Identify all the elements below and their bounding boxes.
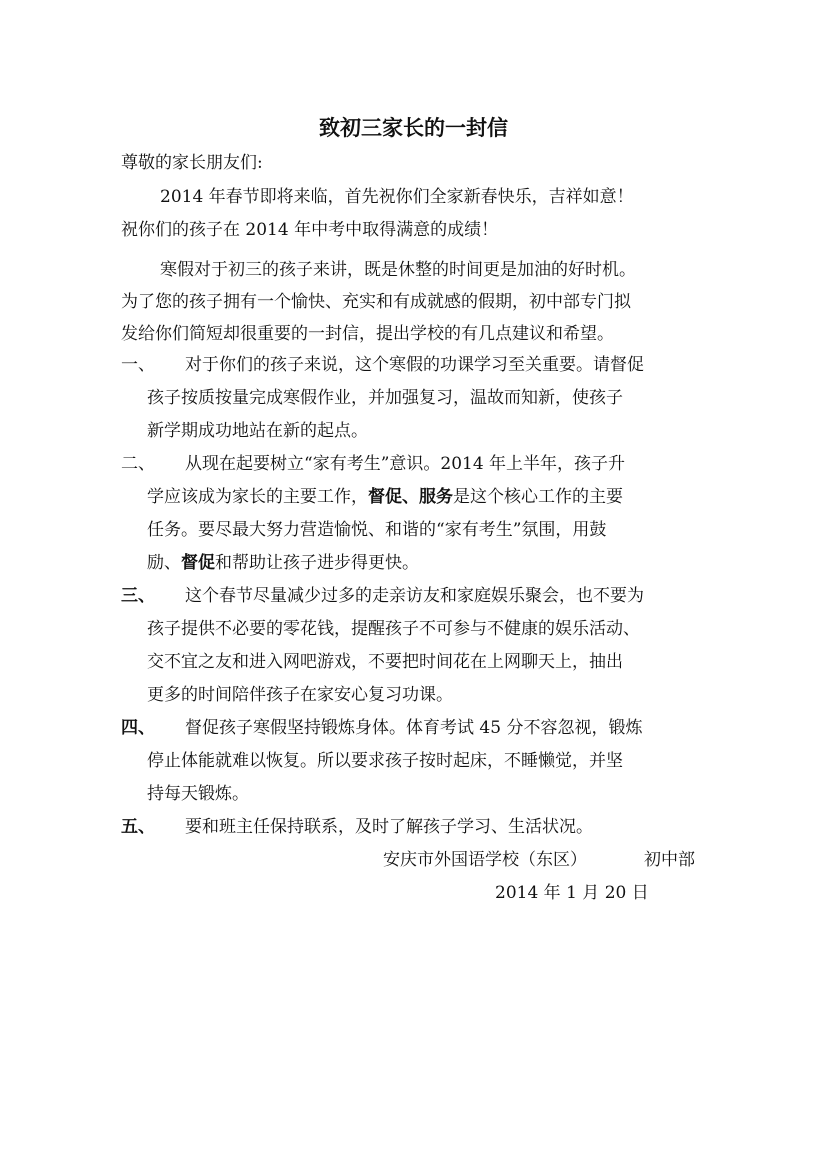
salutation: 尊敬的家长朋友们:	[121, 153, 263, 173]
signature-date: 2014 年 1 月 20 日	[495, 883, 649, 903]
item-marker: 四、	[121, 718, 155, 738]
item4-line1: 督促孩子寒假坚持锻炼身体。体育考试 45 分不容忽视，锻炼	[185, 718, 643, 738]
item2-line2-text: 是这个核心工作的主要	[453, 487, 623, 507]
item2-line2	[147, 489, 623, 506]
item2-line4-text: 励、	[147, 553, 181, 573]
item2-line1: 从现在起要树立“家有考生”意识。2014 年上半年，孩子升	[185, 454, 626, 474]
item-marker: 二、	[121, 454, 155, 474]
item3-line2: 孩子提供不必要的零花钱，提醒孩子不可参与不健康的娱乐活动、	[147, 619, 640, 639]
para2-line1: 寒假对于初三的孩子来讲，既是休整的时间更是加油的好时机。	[160, 260, 636, 280]
item2-line4	[147, 555, 419, 572]
item4-line2: 停止体能就难以恢复。所以要求孩子按时起床，不睡懒觉，并坚	[147, 751, 623, 771]
item1-line3: 新学期成功地站在新的起点。	[147, 421, 368, 441]
item4-line3: 持每天锻炼。	[147, 784, 249, 804]
item1-line1: 对于你们的孩子来说，这个寒假的功课学习至关重要。请督促	[185, 355, 644, 375]
signature-school: 安庆市外国语学校（东区）	[383, 850, 587, 870]
item1-line2: 孩子按质按量完成寒假作业，并加强复习，温故而知新，使孩子	[147, 388, 623, 408]
item2-line4-text: 和帮助让孩子进步得更快。	[215, 553, 419, 573]
item-marker: 五、	[121, 817, 155, 837]
item3-line4: 更多的时间陪伴孩子在家安心复习功课。	[147, 685, 453, 705]
para1-line1: 2014 年春节即将来临，首先祝你们全家新春快乐，吉祥如意！	[160, 187, 634, 207]
page-title: 致初三家长的一封信	[319, 116, 508, 140]
emphasis-text: 督促	[181, 553, 215, 573]
item-marker: 一、	[121, 355, 155, 375]
item3-line1: 这个春节尽量减少过多的走亲访友和家庭娱乐聚会，也不要为	[185, 586, 644, 606]
item-marker: 三、	[121, 586, 155, 606]
emphasis-text: 督促、服务	[368, 487, 453, 507]
para1-line2: 祝你们的孩子在 2014 年中考中取得满意的成绩！	[121, 220, 499, 240]
para2-line2: 为了您的孩子拥有一个愉快、充实和有成就感的假期，初中部专门拟	[121, 292, 631, 312]
item3-line3: 交不宜之友和进入网吧游戏，不要把时间花在上网聊天上，抽出	[147, 652, 623, 672]
item2-line3: 任务。要尽最大努力营造愉悦、和谐的“家有考生”氛围，用鼓	[147, 520, 607, 540]
para2-line3: 发给你们简短却很重要的一封信，提出学校的有几点建议和希望。	[121, 324, 614, 344]
item2-line2-text: 学应该成为家长的主要工作，	[147, 487, 368, 507]
signature-dept: 初中部	[644, 850, 695, 870]
item5-line1: 要和班主任保持联系，及时了解孩子学习、生活状况。	[185, 817, 593, 837]
